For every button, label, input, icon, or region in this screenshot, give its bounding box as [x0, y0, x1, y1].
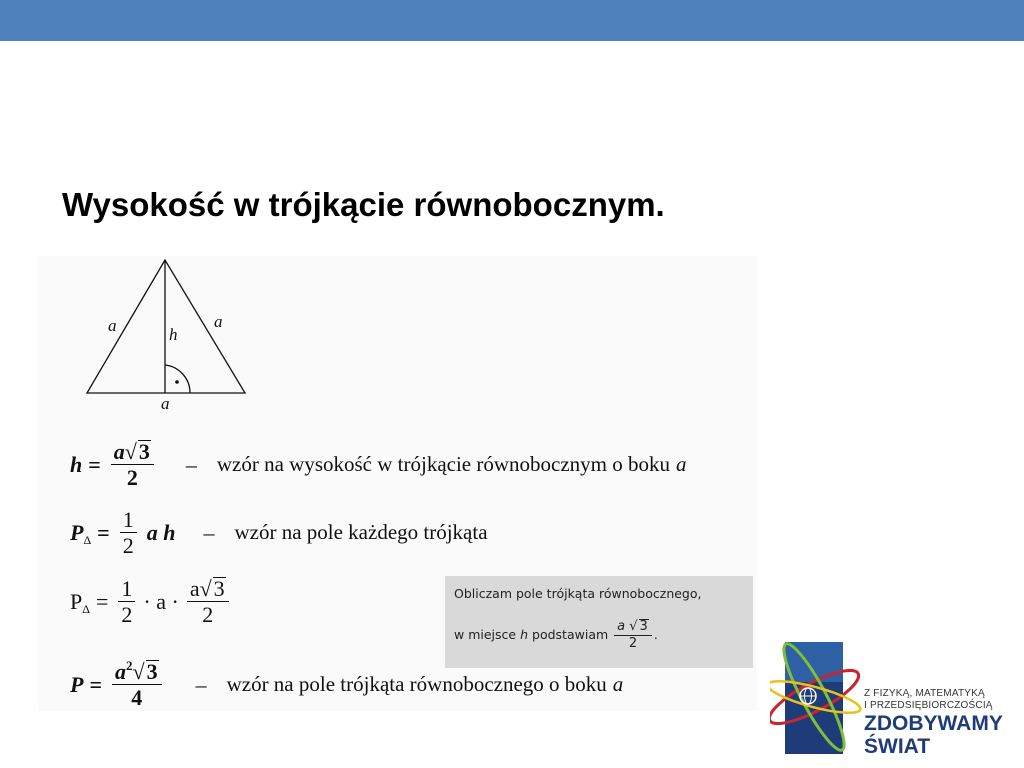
label-side-right: a	[214, 312, 223, 331]
top-banner	[0, 0, 1024, 41]
f3-sub: Δ	[82, 602, 90, 617]
f2-fraction	[120, 508, 137, 557]
f3-num2-root: 3	[213, 576, 225, 601]
f3-num2-a: a	[189, 576, 200, 601]
f4-num-a: a	[115, 659, 126, 684]
f1-num-root: 3	[138, 439, 150, 464]
f1-dash: –	[185, 451, 197, 477]
note-frac-den: 2	[628, 635, 638, 651]
f3-den1: 2	[121, 602, 133, 628]
note-end: .	[653, 627, 658, 643]
f2-dash: –	[203, 519, 215, 545]
f1-desc: wzór na wysokość w trójkącie równobocznym o boku	[216, 452, 671, 477]
note-frac-root: 3	[639, 619, 648, 634]
f4-desc-var: a	[612, 672, 624, 697]
formula-triangle-area	[70, 508, 488, 557]
f1-eq: =	[88, 451, 101, 477]
f4-fraction: $\frac{a^2√3}{4}$	[112, 660, 162, 709]
note-line-2	[454, 619, 658, 650]
f1-desc-var: a	[676, 452, 687, 477]
f1-den: 2	[126, 465, 138, 491]
logo-line-1: Z FIZYKĄ, MATEMATYKĄ	[864, 688, 985, 699]
note-pre: w miejsce	[454, 627, 517, 643]
f2-desc: wzór na pole każdego trójkąta	[234, 520, 488, 545]
f4-den: 4	[131, 685, 143, 711]
f2-num: 1	[120, 508, 137, 533]
triangle-figure	[38, 256, 338, 426]
f3-mid: · a ·	[143, 588, 179, 614]
f2-den: 2	[122, 533, 134, 559]
f3-lhs: P	[70, 588, 83, 614]
f4-desc: wzór na pole trójkąta równobocznego o boku	[226, 672, 607, 697]
f1-fraction: $\frac{a√3}{2}$	[111, 440, 154, 489]
f4-dash: –	[195, 671, 207, 697]
label-base: a	[161, 394, 170, 413]
logo-line-3: ZDOBYWAMY	[864, 712, 1003, 735]
right-angle-dot	[175, 380, 179, 384]
logo-line-4: ŚWIAT	[864, 735, 931, 758]
note-mid: podstawiam	[532, 627, 609, 643]
f4-num-exp: 2	[126, 658, 133, 673]
logo-line-2: I PRZEDSIĘBIORCZOŚCIĄ	[864, 700, 993, 711]
slide-title: Wysokość w trójkącie równobocznym.	[62, 186, 665, 223]
label-side-left: a	[108, 316, 117, 335]
f2-rest: a h	[146, 519, 176, 545]
logo-emblem	[770, 622, 870, 768]
f2-lhs: P	[70, 519, 84, 545]
f1-lhs: h	[70, 451, 83, 477]
note-frac-a: a	[617, 619, 626, 634]
f3-fraction-2: $\frac{a√3}{2}$	[187, 577, 229, 626]
f3-eq: =	[95, 588, 109, 614]
right-angle-arc	[165, 365, 190, 393]
formula-height	[70, 440, 687, 489]
f3-num1: 1	[118, 577, 135, 602]
f1-num-a: a	[113, 439, 125, 464]
f4-eq: =	[89, 671, 102, 697]
project-logo	[770, 622, 1024, 768]
f4-lhs: P	[70, 671, 84, 697]
note-var: h	[520, 627, 529, 643]
note-line-1: Obliczam pole trójkąta równobocznego,	[454, 586, 702, 601]
note-box	[445, 576, 753, 668]
f3-den2: 2	[202, 602, 214, 628]
formula-substitution	[70, 577, 233, 626]
label-height: h	[169, 325, 178, 344]
f3-fraction-1	[118, 577, 135, 626]
f2-sub: Δ	[83, 533, 92, 548]
f2-eq: =	[97, 519, 110, 545]
f4-num-root: 3	[146, 659, 158, 684]
note-fraction: $\frac{a √ 3}{2}$	[614, 619, 652, 650]
